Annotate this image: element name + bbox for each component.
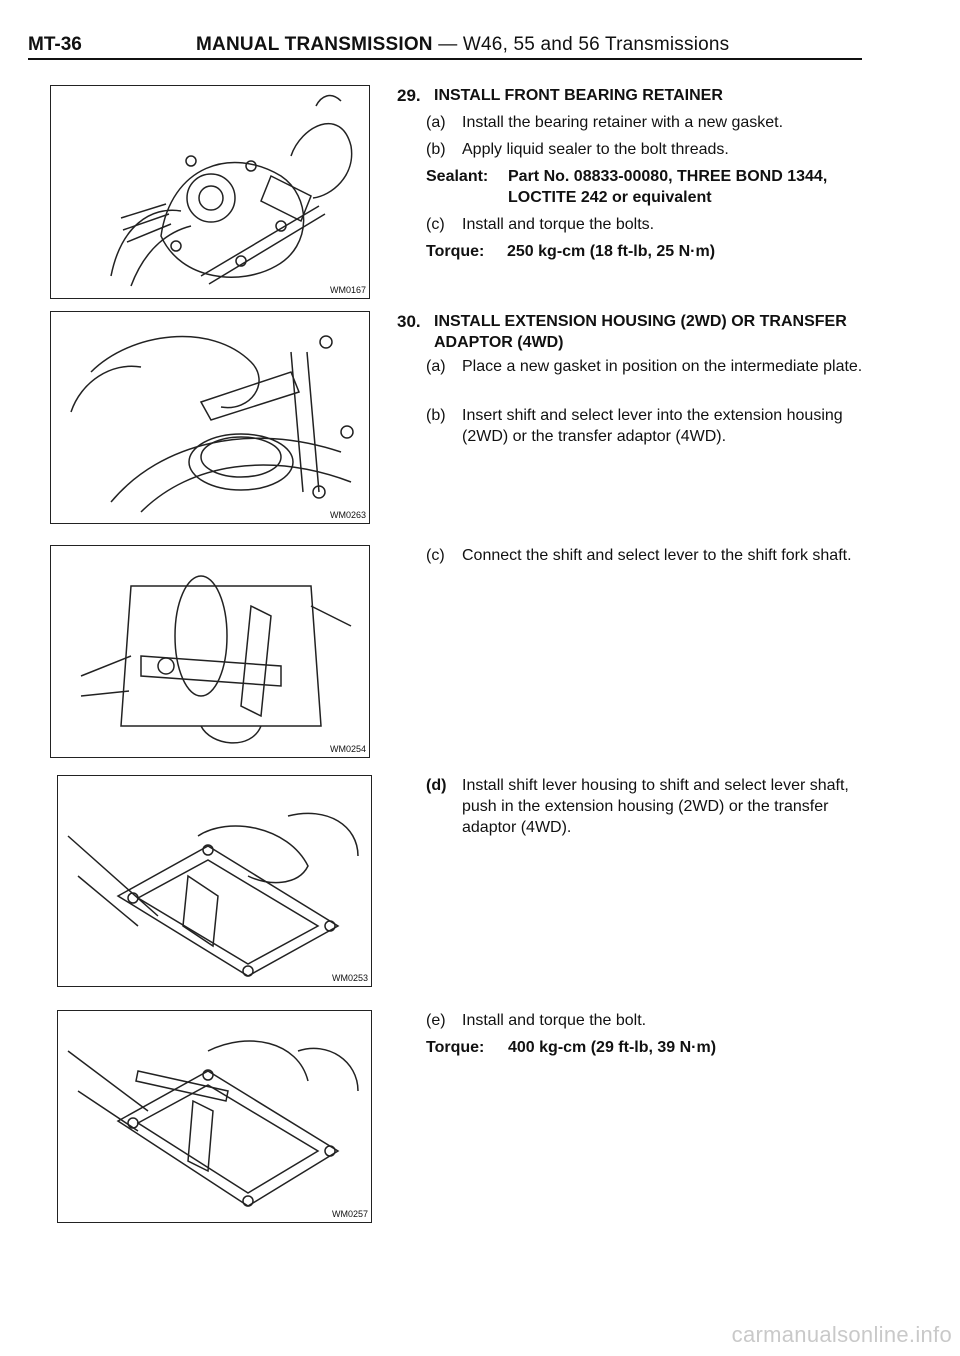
step-30-c — [426, 545, 896, 589]
sealant-label: Sealant: — [426, 168, 489, 185]
torque-label: Torque: — [426, 243, 485, 260]
step-30-d — [426, 775, 896, 841]
illustration-shift-lever-housing — [58, 776, 371, 986]
step-title: INSTALL FRONT BEARING RETAINER — [434, 87, 723, 104]
torque-spec — [426, 241, 896, 263]
torque-spec-30 — [426, 1037, 896, 1059]
step-30-e — [426, 1010, 896, 1032]
step-29 — [397, 85, 877, 285]
torque-value: 400 kg-cm (29 ft-lb, 39 N·m) — [508, 1039, 717, 1056]
step-title: INSTALL EXTENSION HOUSING (2WD) OR TRANSFER ADAPTOR (4WD) — [434, 313, 847, 351]
page-title — [196, 34, 729, 56]
item-text: Apply liquid sealer to the bolt threads. — [462, 141, 729, 158]
illustration-extension-housing — [51, 312, 369, 523]
figure-code: WM0257 — [331, 1209, 368, 1219]
illustration-bearing-retainer — [51, 86, 369, 298]
item-letter: (c) — [426, 216, 445, 233]
sealant-line-2: LOCTITE 242 or equivalent — [508, 189, 712, 206]
step-30-b — [426, 405, 896, 449]
illustration-shift-fork-shaft — [51, 546, 369, 757]
page-number: MT-36 — [28, 34, 82, 55]
item-letter: (a) — [426, 358, 446, 375]
step-30 — [397, 311, 877, 451]
item-text: Install the bearing retainer with a new gasket. — [462, 114, 784, 131]
title-main: MANUAL TRANSMISSION — [196, 34, 433, 55]
item-letter: (e) — [426, 1012, 446, 1029]
watermark: carmanualsonline.info — [731, 1322, 952, 1347]
item-letter: (b) — [426, 407, 446, 424]
item-letter: (b) — [426, 141, 446, 158]
torque-value: 250 kg-cm (18 ft-lb, 25 N·m) — [507, 243, 716, 260]
item-letter: (c) — [426, 547, 445, 564]
torque-label: Torque: — [426, 1039, 485, 1056]
step-29-c — [426, 214, 896, 236]
item-text: Install and torque the bolt. — [462, 1012, 647, 1029]
sealant-spec — [426, 166, 896, 210]
page-header — [28, 34, 862, 58]
illustration-torque-bolt — [58, 1011, 371, 1222]
title-sub: — W46, 55 and 56 Transmissions — [438, 34, 730, 55]
figure-bearing-retainer — [50, 85, 370, 299]
header-rule — [28, 58, 862, 60]
item-text: Install shift lever housing to shift and select lever shaft, push in the extension housing (2WD) or the transfer adaptor (4WD). — [462, 777, 849, 836]
step-29-a — [426, 112, 896, 134]
figure-code: WM0263 — [329, 510, 366, 520]
figure-code: WM0254 — [329, 744, 366, 754]
step-number: 30. — [397, 312, 421, 331]
figure-code: WM0167 — [329, 285, 366, 295]
sealant-line-1: Part No. 08833-00080, THREE BOND 1344, — [508, 168, 828, 185]
item-text: Place a new gasket in position on the intermediate plate. — [462, 358, 863, 375]
item-text: Connect the shift and select lever to the shift fork shaft. — [462, 547, 852, 564]
item-text: Install and torque the bolts. — [462, 216, 655, 233]
figure-shift-lever-housing — [57, 775, 372, 987]
figure-torque-bolt — [57, 1010, 372, 1223]
step-number: 29. — [397, 86, 421, 105]
figure-code: WM0253 — [331, 973, 368, 983]
item-letter: (a) — [426, 114, 446, 131]
figure-extension-housing — [50, 311, 370, 524]
figure-shift-fork-shaft — [50, 545, 370, 758]
item-text: Insert shift and select lever into the extension housing (2WD) or the transfer adaptor (4WD). — [462, 407, 843, 445]
item-letter: (d) — [426, 777, 447, 794]
step-30-a — [426, 356, 896, 400]
step-29-b — [426, 139, 896, 161]
